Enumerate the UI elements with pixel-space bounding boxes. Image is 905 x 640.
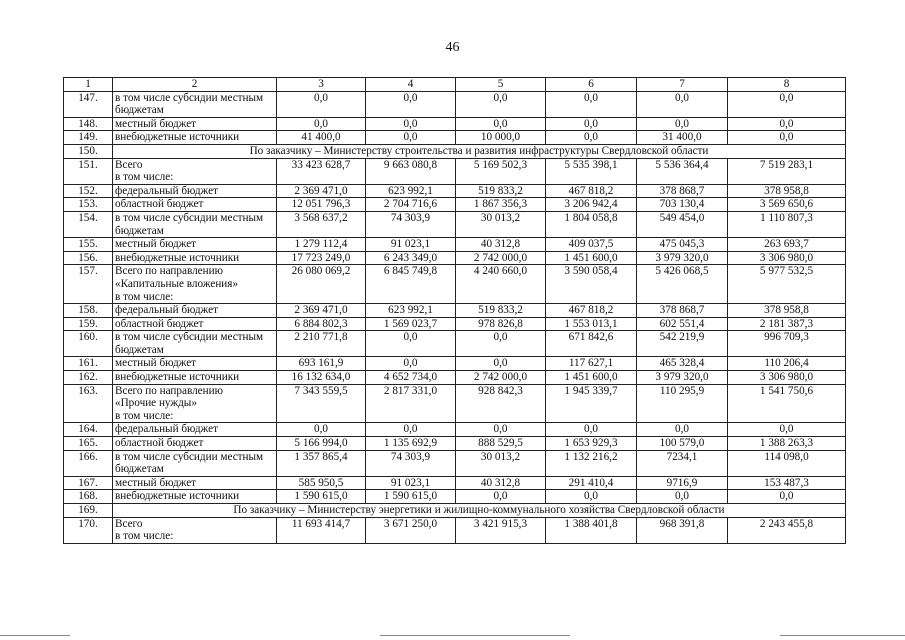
row-number: 165.: [64, 437, 113, 451]
value-cell: 0,0: [277, 91, 366, 117]
value-cell: 0,0: [456, 117, 546, 131]
value-cell: 1 569 023,7: [366, 317, 456, 331]
value-cell: 2 742 000,0: [456, 251, 546, 265]
value-cell: 3 671 250,0: [366, 517, 456, 543]
row-number: 167.: [64, 476, 113, 490]
value-cell: 0,0: [366, 117, 456, 131]
table-row: [64, 117, 846, 131]
header-cell: 4: [366, 78, 456, 92]
row-number: 168.: [64, 490, 113, 504]
row-label: Всего в том числе:: [113, 158, 277, 184]
table-row: [64, 490, 846, 504]
value-cell: 1 451 600,0: [546, 371, 637, 385]
row-number: 162.: [64, 371, 113, 385]
value-cell: 1 945 339,7: [546, 384, 637, 423]
value-cell: 6 884 802,3: [277, 317, 366, 331]
table-row: [64, 211, 846, 237]
row-label: в том числе субсидии местным бюджетам: [113, 331, 277, 357]
table-row: [64, 304, 846, 318]
value-cell: 91 023,1: [366, 476, 456, 490]
value-cell: 1 110 807,3: [728, 211, 846, 237]
value-cell: 0,0: [366, 91, 456, 117]
value-cell: 5 535 398,1: [546, 158, 637, 184]
value-cell: 0,0: [637, 490, 728, 504]
value-cell: 0,0: [277, 117, 366, 131]
section-title: По заказчику – Министерству энергетики и жилищно-коммунального хозяйства Свердловской области: [113, 504, 846, 518]
value-cell: 3 569 650,6: [728, 198, 846, 212]
value-cell: 110 295,9: [637, 384, 728, 423]
row-number: 152.: [64, 184, 113, 198]
value-cell: 10 000,0: [456, 131, 546, 145]
value-cell: 291 410,4: [546, 476, 637, 490]
value-cell: 2 181 387,3: [728, 317, 846, 331]
value-cell: 33 423 628,7: [277, 158, 366, 184]
row-label: местный бюджет: [113, 238, 277, 252]
row-number: 163.: [64, 384, 113, 423]
value-cell: 0,0: [637, 423, 728, 437]
value-cell: 2 742 000,0: [456, 371, 546, 385]
value-cell: 2 210 771,8: [277, 331, 366, 357]
value-cell: 0,0: [366, 357, 456, 371]
table-row: [64, 384, 846, 423]
value-cell: 74 303,9: [366, 450, 456, 476]
table-row: [64, 238, 846, 252]
value-cell: 928 842,3: [456, 384, 546, 423]
table-row: [64, 371, 846, 385]
value-cell: 693 161,9: [277, 357, 366, 371]
value-cell: 1 590 615,0: [366, 490, 456, 504]
header-cell: 5: [456, 78, 546, 92]
value-cell: 475 045,3: [637, 238, 728, 252]
row-label: Всего по направлению «Капитальные вложения» в том числе:: [113, 265, 277, 304]
value-cell: 0,0: [546, 423, 637, 437]
value-cell: 0,0: [546, 490, 637, 504]
value-cell: 549 454,0: [637, 211, 728, 237]
page-number: 46: [445, 40, 460, 55]
value-cell: 378 868,7: [637, 304, 728, 318]
value-cell: 0,0: [546, 131, 637, 145]
value-cell: 1 653 929,3: [546, 437, 637, 451]
value-cell: 6 243 349,0: [366, 251, 456, 265]
value-cell: 0,0: [728, 490, 846, 504]
value-cell: 0,0: [728, 131, 846, 145]
value-cell: 9 663 080,8: [366, 158, 456, 184]
row-label: Всего по направлению «Прочие нужды» в том числе:: [113, 384, 277, 423]
value-cell: 1 590 615,0: [277, 490, 366, 504]
bottom-rule-left: [0, 635, 70, 636]
value-cell: 0,0: [637, 117, 728, 131]
table-row: [64, 517, 846, 543]
row-label: внебюджетные источники: [113, 490, 277, 504]
value-cell: 378 958,8: [728, 184, 846, 198]
value-cell: 2 817 331,0: [366, 384, 456, 423]
value-cell: 6 845 749,8: [366, 265, 456, 304]
row-label: федеральный бюджет: [113, 184, 277, 198]
value-cell: 1 867 356,3: [456, 198, 546, 212]
value-cell: 3 421 915,3: [456, 517, 546, 543]
value-cell: 0,0: [456, 331, 546, 357]
table-row: [64, 423, 846, 437]
value-cell: 1 804 058,8: [546, 211, 637, 237]
value-cell: 3 568 637,2: [277, 211, 366, 237]
value-cell: 0,0: [728, 117, 846, 131]
row-label: областной бюджет: [113, 317, 277, 331]
table-row: [64, 450, 846, 476]
header-cell: 7: [637, 78, 728, 92]
header-cell: 3: [277, 78, 366, 92]
value-cell: 671 842,6: [546, 331, 637, 357]
row-label: внебюджетные источники: [113, 371, 277, 385]
value-cell: 3 306 980,0: [728, 251, 846, 265]
row-number: 147.: [64, 91, 113, 117]
row-number: 155.: [64, 238, 113, 252]
value-cell: 9716,9: [637, 476, 728, 490]
table-row: [64, 251, 846, 265]
row-number: 164.: [64, 423, 113, 437]
row-number: 148.: [64, 117, 113, 131]
value-cell: 4 240 660,0: [456, 265, 546, 304]
table-row: [64, 476, 846, 490]
row-label: Всего в том числе:: [113, 517, 277, 543]
value-cell: 30 013,2: [456, 211, 546, 237]
value-cell: 0,0: [456, 490, 546, 504]
value-cell: 117 627,1: [546, 357, 637, 371]
value-cell: 703 130,4: [637, 198, 728, 212]
row-number: 151.: [64, 158, 113, 184]
table-row: [64, 131, 846, 145]
value-cell: 0,0: [728, 423, 846, 437]
value-cell: 542 219,9: [637, 331, 728, 357]
row-number: 170.: [64, 517, 113, 543]
value-cell: 1 388 401,8: [546, 517, 637, 543]
row-label: в том числе субсидии местным бюджетам: [113, 211, 277, 237]
value-cell: 585 950,5: [277, 476, 366, 490]
value-cell: 1 388 263,3: [728, 437, 846, 451]
row-label: федеральный бюджет: [113, 423, 277, 437]
table-row: [64, 184, 846, 198]
value-cell: 1 451 600,0: [546, 251, 637, 265]
value-cell: 409 037,5: [546, 238, 637, 252]
header-cell: 2: [113, 78, 277, 92]
header-cell: 1: [64, 78, 113, 92]
value-cell: 5 426 068,5: [637, 265, 728, 304]
value-cell: 40 312,8: [456, 476, 546, 490]
value-cell: 4 652 734,0: [366, 371, 456, 385]
row-number: 159.: [64, 317, 113, 331]
value-cell: 602 551,4: [637, 317, 728, 331]
value-cell: 5 169 502,3: [456, 158, 546, 184]
row-number: 154.: [64, 211, 113, 237]
section-row: [64, 504, 846, 518]
value-cell: 3 306 980,0: [728, 371, 846, 385]
value-cell: 519 833,2: [456, 184, 546, 198]
value-cell: 5 166 994,0: [277, 437, 366, 451]
value-cell: 378 868,7: [637, 184, 728, 198]
table-row: [64, 91, 846, 117]
value-cell: 467 818,2: [546, 304, 637, 318]
row-label: в том числе субсидии местным бюджетам: [113, 91, 277, 117]
value-cell: 5 536 364,4: [637, 158, 728, 184]
bottom-rule-center: [380, 635, 570, 636]
row-number: 169.: [64, 504, 113, 518]
row-label: областной бюджет: [113, 198, 277, 212]
header-cell: 6: [546, 78, 637, 92]
value-cell: 114 098,0: [728, 450, 846, 476]
value-cell: 2 704 716,6: [366, 198, 456, 212]
value-cell: 26 080 069,2: [277, 265, 366, 304]
value-cell: 519 833,2: [456, 304, 546, 318]
section-row: [64, 144, 846, 158]
table-row: [64, 437, 846, 451]
value-cell: 0,0: [728, 91, 846, 117]
value-cell: 7 519 283,1: [728, 158, 846, 184]
row-label: областной бюджет: [113, 437, 277, 451]
value-cell: 996 709,3: [728, 331, 846, 357]
value-cell: 74 303,9: [366, 211, 456, 237]
row-number: 161.: [64, 357, 113, 371]
table-row: [64, 198, 846, 212]
value-cell: 0,0: [546, 117, 637, 131]
row-number: 156.: [64, 251, 113, 265]
bottom-rule-right: [780, 635, 905, 636]
value-cell: 0,0: [277, 423, 366, 437]
value-cell: 3 979 320,0: [637, 371, 728, 385]
budget-table: [63, 77, 846, 544]
value-cell: 2 243 455,8: [728, 517, 846, 543]
value-cell: 3 206 942,4: [546, 198, 637, 212]
header-row: [64, 78, 846, 92]
value-cell: 3 979 320,0: [637, 251, 728, 265]
value-cell: 31 400,0: [637, 131, 728, 145]
value-cell: 2 369 471,0: [277, 184, 366, 198]
section-title: По заказчику – Министерству строительства и развития инфраструктуры Свердловской области: [113, 144, 846, 158]
value-cell: 12 051 796,3: [277, 198, 366, 212]
table-row: [64, 158, 846, 184]
value-cell: 978 826,8: [456, 317, 546, 331]
row-label: местный бюджет: [113, 476, 277, 490]
value-cell: 0,0: [546, 91, 637, 117]
value-cell: 16 132 634,0: [277, 371, 366, 385]
row-label: внебюджетные источники: [113, 251, 277, 265]
value-cell: 0,0: [456, 423, 546, 437]
value-cell: 30 013,2: [456, 450, 546, 476]
value-cell: 465 328,4: [637, 357, 728, 371]
value-cell: 7 343 559,5: [277, 384, 366, 423]
value-cell: 0,0: [366, 423, 456, 437]
value-cell: 263 693,7: [728, 238, 846, 252]
table-row: [64, 317, 846, 331]
value-cell: 623 992,1: [366, 304, 456, 318]
value-cell: 3 590 058,4: [546, 265, 637, 304]
row-number: 153.: [64, 198, 113, 212]
table-row: [64, 265, 846, 304]
value-cell: 153 487,3: [728, 476, 846, 490]
value-cell: 0,0: [456, 91, 546, 117]
value-cell: 1 541 750,6: [728, 384, 846, 423]
value-cell: 378 958,8: [728, 304, 846, 318]
row-number: 157.: [64, 265, 113, 304]
row-label: внебюджетные источники: [113, 131, 277, 145]
value-cell: 17 723 249,0: [277, 251, 366, 265]
value-cell: 0,0: [456, 357, 546, 371]
value-cell: 41 400,0: [277, 131, 366, 145]
value-cell: 1 132 216,2: [546, 450, 637, 476]
row-number: 150.: [64, 144, 113, 158]
value-cell: 467 818,2: [546, 184, 637, 198]
value-cell: 40 312,8: [456, 238, 546, 252]
row-label: местный бюджет: [113, 357, 277, 371]
value-cell: 0,0: [637, 91, 728, 117]
row-label: в том числе субсидии местным бюджетам: [113, 450, 277, 476]
row-label: федеральный бюджет: [113, 304, 277, 318]
value-cell: 1 553 013,1: [546, 317, 637, 331]
table-row: [64, 331, 846, 357]
value-cell: 7234,1: [637, 450, 728, 476]
value-cell: 100 579,0: [637, 437, 728, 451]
value-cell: 0,0: [366, 331, 456, 357]
value-cell: 1 357 865,4: [277, 450, 366, 476]
row-number: 149.: [64, 131, 113, 145]
row-number: 160.: [64, 331, 113, 357]
value-cell: 2 369 471,0: [277, 304, 366, 318]
value-cell: 1 279 112,4: [277, 238, 366, 252]
value-cell: 623 992,1: [366, 184, 456, 198]
row-number: 166.: [64, 450, 113, 476]
value-cell: 968 391,8: [637, 517, 728, 543]
value-cell: 0,0: [366, 131, 456, 145]
row-label: местный бюджет: [113, 117, 277, 131]
header-cell: 8: [728, 78, 846, 92]
value-cell: 888 529,5: [456, 437, 546, 451]
value-cell: 1 135 692,9: [366, 437, 456, 451]
value-cell: 91 023,1: [366, 238, 456, 252]
value-cell: 5 977 532,5: [728, 265, 846, 304]
row-number: 158.: [64, 304, 113, 318]
value-cell: 11 693 414,7: [277, 517, 366, 543]
value-cell: 110 206,4: [728, 357, 846, 371]
table-row: [64, 357, 846, 371]
